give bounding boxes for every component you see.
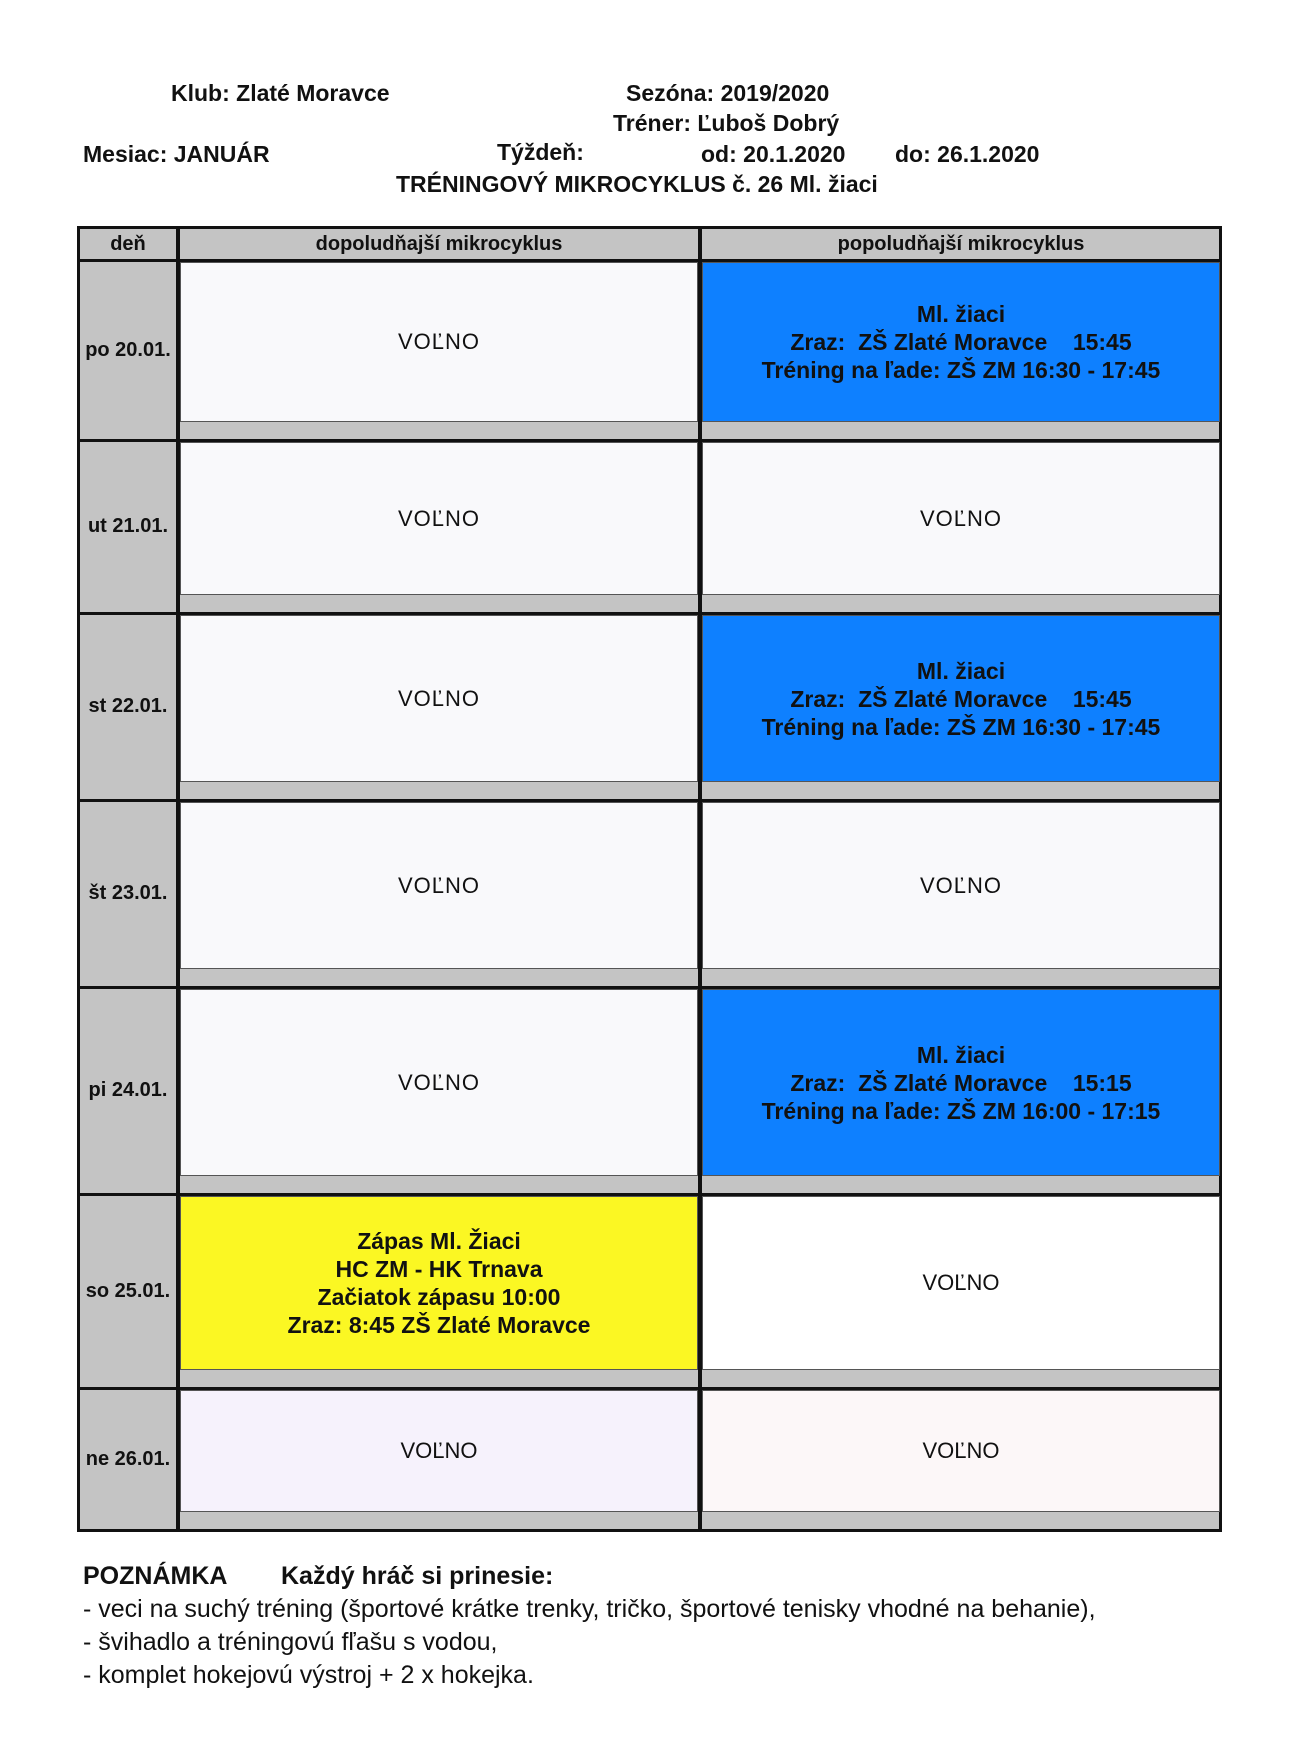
afternoon-cell (702, 1196, 1220, 1370)
season-label: Sezóna: 2019/2020 (626, 80, 830, 106)
afternoon-cell-text: VOĽNO (919, 505, 1003, 531)
morning-cell (180, 442, 698, 595)
afternoon-cell-text: Tréning na ľade: ZŠ ZM 16:30 - 17:45 (761, 357, 1161, 383)
day-label: št 23.01. (88, 882, 168, 904)
afternoon-cell (702, 615, 1220, 782)
afternoon-cell-text: Zraz: ZŠ Zlaté Moravce 15:45 (790, 329, 1132, 355)
morning-cell-text: VOĽNO (397, 685, 481, 711)
afternoon-cell-text: Zraz: ZŠ Zlaté Moravce 15:15 (790, 1069, 1132, 1096)
morning-cell-text: VOĽNO (397, 505, 481, 531)
morning-cell-text: Zraz: 8:45 ZŠ Zlaté Moravce (287, 1312, 591, 1338)
afternoon-cell-text: VOĽNO (922, 1270, 1000, 1295)
afternoon-cell-text: Ml. žiaci (916, 1041, 1006, 1068)
week-to: do: 26.1.2020 (895, 141, 1040, 167)
page-title: TRÉNINGOVÝ MIKROCYKLUS č. 26 Ml. žiaci (396, 171, 878, 197)
morning-cell-text: HC ZM - HK Trnava (335, 1256, 543, 1282)
day-label: ut 21.01. (87, 515, 169, 537)
column-header-morning: dopoludňajší mikrocyklus (315, 233, 563, 255)
week-label: Týždeň: (497, 139, 584, 165)
afternoon-cell-text: Tréning na ľade: ZŠ ZM 16:00 - 17:15 (761, 1097, 1161, 1124)
notes-label: POZNÁMKA (83, 1562, 228, 1590)
afternoon-cell (702, 989, 1220, 1176)
club-label: Klub: Zlaté Moravce (171, 80, 390, 106)
day-label: ne 26.01. (85, 1447, 171, 1470)
column-divider (176, 229, 180, 1529)
day-label: st 22.01. (88, 695, 168, 717)
column-header-afternoon: popoludňajší mikrocyklus (837, 233, 1085, 255)
header-divider (80, 259, 1219, 262)
morning-cell-text: VOĽNO (397, 872, 481, 898)
morning-cell (180, 1390, 698, 1512)
afternoon-cell (702, 802, 1220, 969)
notes-title (83, 1560, 1283, 1593)
afternoon-cell-text: Ml. žiaci (916, 301, 1006, 327)
month-label: Mesiac: JANUÁR (83, 141, 270, 167)
notes-heading: Každý hráč si prinesie: (281, 1562, 554, 1590)
day-label: po 20.01. (85, 338, 171, 361)
morning-cell (180, 1196, 698, 1370)
morning-cell (180, 802, 698, 969)
afternoon-cell (702, 262, 1220, 422)
week-from: od: 20.1.2020 (701, 141, 846, 167)
morning-cell-text: VOĽNO (400, 1438, 478, 1463)
column-divider (698, 229, 702, 1529)
morning-cell-text: Zápas Ml. Žiaci (357, 1228, 521, 1254)
morning-cell-text: VOĽNO (397, 329, 481, 354)
afternoon-cell-text: Ml. žiaci (916, 657, 1006, 684)
morning-cell (180, 262, 698, 422)
afternoon-cell-text: VOĽNO (919, 872, 1003, 898)
coach-label: Tréner: Ľuboš Dobrý (613, 110, 840, 136)
morning-cell-text: Začiatok zápasu 10:00 (317, 1284, 561, 1310)
notes-line-3: - komplet hokejovú výstroj + 2 x hokejka. (83, 1661, 534, 1689)
schedule-table (77, 226, 1222, 1532)
afternoon-cell-text: Tréning na ľade: ZŠ ZM 16:30 - 17:45 (761, 713, 1161, 740)
day-label: pi 24.01. (88, 1079, 168, 1101)
notes-section (83, 1560, 1283, 1692)
afternoon-cell (702, 442, 1220, 595)
afternoon-cell (702, 1390, 1220, 1512)
day-label: so 25.01. (85, 1279, 171, 1302)
column-header-day: deň (110, 233, 146, 255)
morning-cell-text: VOĽNO (397, 1069, 481, 1095)
notes-line-1: - veci na suchý tréning (športové krátke trenky, tričko, športové tenisky vhodné na behanie), (83, 1595, 1096, 1623)
morning-cell (180, 989, 698, 1176)
notes-line-2: - švihadlo a tréningovú fľašu s vodou, (83, 1628, 498, 1656)
afternoon-cell-text: Zraz: ZŠ Zlaté Moravce 15:45 (790, 685, 1132, 712)
afternoon-cell-text: VOĽNO (922, 1438, 1000, 1463)
morning-cell (180, 615, 698, 782)
